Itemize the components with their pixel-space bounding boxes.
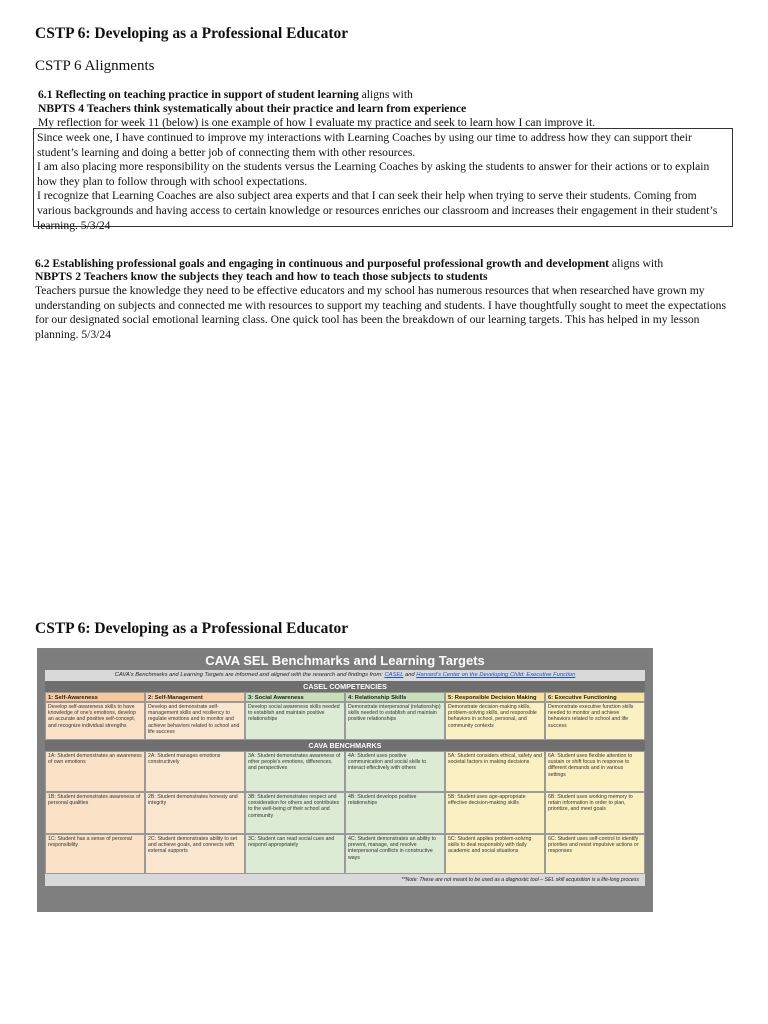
casel-competencies-band: CASEL COMPETENCIES xyxy=(45,681,645,692)
competency-descriptions-row xyxy=(45,702,645,740)
sel-benchmarks-image xyxy=(37,648,653,912)
competency-description: Develop and demonstrate self-management skills and resiliency to regulate emotions and to monitor and achieve behaviors related to school and life success xyxy=(145,702,245,740)
competency-description: Demonstrate executive function skills needed to monitor and achieve behaviors related to school and life success xyxy=(545,702,645,740)
item-6-2-nbpts: NBPTS 2 Teachers know the subjects they teach and how to teach those subjects to students xyxy=(35,270,488,283)
competency-header: 3: Social Awareness xyxy=(245,692,345,702)
item-6-1-intro: My reflection for week 11 (below) is one example of how I evaluate my practice and seek to learn how I can improve it. xyxy=(38,116,596,129)
benchmark-cell: 2A: Student manages emotions constructively xyxy=(145,751,245,792)
benchmark-cell: 6A: Student uses flexible attention to sustain or shift focus in response to different demands and in various settings xyxy=(545,751,645,792)
benchmark-cell: 5A: Student considers ethical, safety and societal factors in making decisions xyxy=(445,751,545,792)
benchmark-row xyxy=(45,792,645,834)
item-6-2-title-bold: 6.2 Establishing professional goals and engaging in continuous and purposeful professional growth and development xyxy=(35,257,610,270)
item-6-1-nbpts: NBPTS 4 Teachers think systematically about their practice and learn from experience xyxy=(38,102,467,115)
benchmark-cell: 3A: Student demonstrates awareness of other people’s emotions, differences, and perspectives xyxy=(245,751,345,792)
sel-source-note xyxy=(45,670,645,681)
harvard-link[interactable]: Harvard’s Center on the Developing Child: Executive Function xyxy=(416,672,576,678)
competency-header: 2: Self-Management xyxy=(145,692,245,702)
benchmark-cell: 6B: Student uses working memory to retain information in order to plan, prioritize, and meet goals xyxy=(545,792,645,834)
competency-headers-row xyxy=(45,692,645,702)
competency-header: 1: Self-Awareness xyxy=(45,692,145,702)
cava-benchmarks-band: CAVA BENCHMARKS xyxy=(45,740,645,751)
competency-description: Develop social awareness skills needed to establish and maintain positive relationships xyxy=(245,702,345,740)
benchmark-cell: 2C: Student demonstrates ability to set and achieve goals, and connects with external supports xyxy=(145,834,245,874)
benchmark-cell: 3B: Student demonstrates respect and consideration for others and contributes to the well-being of their school and community xyxy=(245,792,345,834)
competency-description: Demonstrate interpersonal (relationship) skills needed to establish and maintain positive relationships xyxy=(345,702,445,740)
casel-link[interactable]: CASEL xyxy=(384,672,404,678)
item-6-2-title-suffix: aligns with xyxy=(609,257,664,270)
benchmark-cell: 4C: Student demonstrates an ability to prevent, manage, and resolve interpersonal conflicts in constructive ways xyxy=(345,834,445,874)
sel-note-and: and xyxy=(403,672,417,678)
reflection-box xyxy=(33,128,733,232)
competency-header: 5: Responsible Decision Making xyxy=(445,692,545,702)
competency-header: 4: Relationship Skills xyxy=(345,692,445,702)
benchmark-cell: 4B: Student develops positive relationships xyxy=(345,792,445,834)
benchmark-cell: 1C: Student has a sense of personal responsibility xyxy=(45,834,145,874)
alignments-subheading: CSTP 6 Alignments xyxy=(35,58,155,74)
sel-footnote: **Note: These are not meant to be used as a diagnostic tool – SEL skill acquisition is a life-long process xyxy=(45,874,645,886)
benchmark-cell: 5B: Student uses age-appropriate effective decision-making skills xyxy=(445,792,545,834)
benchmark-cell: 4A: Student uses positive communication and social skills to interact effectively with others xyxy=(345,751,445,792)
competency-description: Demonstrate decision-making skills, problem-solving skills, and responsible behaviors in school, personal, and community contexts xyxy=(445,702,545,740)
competency-header: 6: Executive Functioning xyxy=(545,692,645,702)
benchmark-row xyxy=(45,751,645,792)
benchmark-cell: 5C: Student applies problem-solving skills to deal responsibly with daily academic and social situations xyxy=(445,834,545,874)
reflection-paragraph: I am also placing more responsibility on the students versus the Learning Coaches by asking the students to answer for their actions or to explain how they plan to follow through with school expectations. xyxy=(37,160,710,188)
page-heading: CSTP 6: Developing as a Professional Educator xyxy=(35,25,349,42)
benchmark-cell: 1B: Student demonstrates awareness of personal qualities xyxy=(45,792,145,834)
reflection-paragraph: Since week one, I have continued to improve my interactions with Learning Coaches by using our time to address how they can support their student’s learning and doing a better job of connecting them with other resources. xyxy=(37,131,692,159)
item-6-1-title xyxy=(38,88,738,103)
competency-description: Develop self-awareness skills to have knowledge of one’s emotions, develop an accurate and positive self-concept, and recognize individual strengths xyxy=(45,702,145,740)
sel-table xyxy=(45,670,645,905)
item-6-2-body: Teachers pursue the knowledge they need to be effective educators and my school has numerous resources that when researched have grown my understanding on subjects and connected me with resources to support my teaching and students. I have thoughtfully sought to meet the expectations for our designated social emotional learning class. One quick tool has been the breakdown of our learning targets. This has helped in my lesson planning. 5/3/24 xyxy=(35,284,726,341)
sel-image-title: CAVA SEL Benchmarks and Learning Targets xyxy=(40,651,650,670)
benchmark-cell: 6C: Student uses self-control to identify priorities and resist impulsive actions or responses xyxy=(545,834,645,874)
item-6-1-title-suffix: aligns with xyxy=(358,88,413,101)
benchmark-row xyxy=(45,834,645,874)
sel-note-prefix: CAVA’s Benchmarks and Learning Targets are informed and aligned with the research and findings from: xyxy=(114,672,385,678)
benchmark-cell: 2B: Student demonstrates honesty and integrity xyxy=(145,792,245,834)
item-6-1-title-bold: 6.1 Reflecting on teaching practice in support of student learning xyxy=(38,88,359,101)
reflection-paragraph: I recognize that Learning Coaches are also subject area experts and that I can seek their help when trying to serve their students. Coming from various backgrounds and having access to certain knowledge or resources enriches our classroom and increases their engagement in their student’s learning. 5/3/24 xyxy=(37,189,718,232)
benchmark-cell: 1A: Student demonstrates an awareness of own emotions xyxy=(45,751,145,792)
benchmark-cell: 3C: Student can read social cues and respond appropriately xyxy=(245,834,345,874)
section-heading: CSTP 6: Developing as a Professional Educator xyxy=(35,620,349,637)
